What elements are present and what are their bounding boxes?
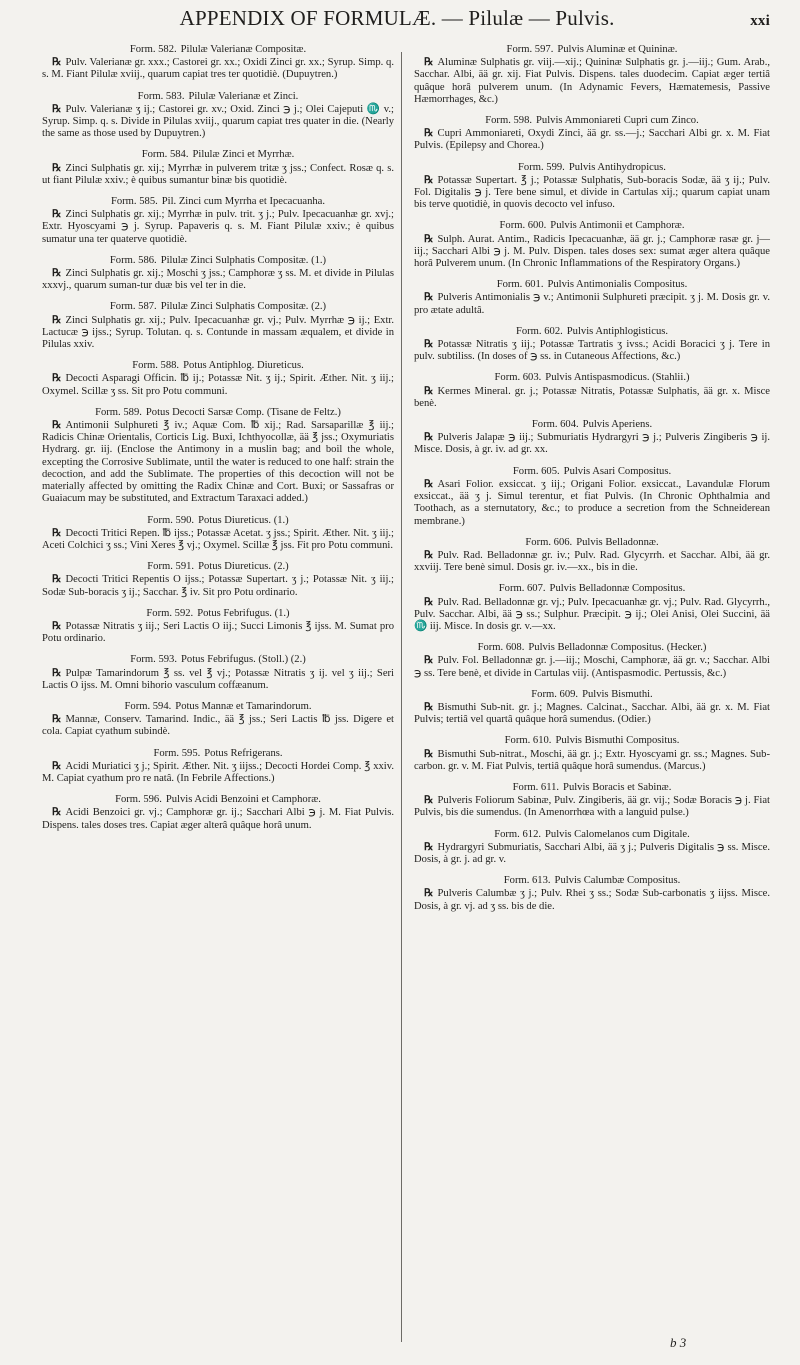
formula-text: Pulv. Rad. Belladonnæ gr. vj.; Pulv. Ipecacuanhæ gr. vj.; Pulv. Rad. Glycyrrh., Pulv. Sacchar. Albi, ää ℈ ss.; Sulphur. Præcipit. ℈ ij.; Olei Anisi, Olei Succini, ää ♏ iij. Misce. In dosis gr. v.—xx. — [414, 596, 770, 632]
formula-text: Aluminæ Sulphatis gr. viij.—xij.; Quininæ Sulphatis gr. j.—iij.; Gum. Arab., Sacchar. Albi, ää gr. xij. Fiat Pulvis. Dispens. tales duodecim. Capiat æger tertiâ quâque horâ pulverem unum. (In Adynamic Fevers, Hæmatemesis, Passive Hæmorrhages, &c.) — [414, 57, 770, 105]
formula-text: Cupri Ammoniareti, Oxydi Zinci, ää gr. ss.—j.; Sacchari Albi gr. x. M. Fiat Pulvis. (Epilepsy and Chorea.) — [414, 128, 770, 152]
formula-body — [42, 420, 394, 505]
formula-body — [42, 315, 394, 352]
formula-number: Form. 607. — [498, 583, 546, 595]
formula-title: Pulvis Antihydropicus. — [568, 161, 666, 173]
recipe-symbol-icon: ℞ — [424, 549, 434, 561]
formula-heading — [42, 407, 394, 419]
formula-title: Pulvis Asari Compositus. — [563, 465, 672, 477]
formula-heading — [414, 115, 770, 127]
formula-entry — [42, 515, 394, 553]
formula-title: Pulvis Aperiens. — [582, 419, 653, 431]
formula-entry — [42, 794, 394, 832]
formula-number: Form. 602. — [515, 325, 563, 337]
formula-entry — [42, 748, 394, 786]
formula-heading — [414, 735, 770, 747]
formula-title: Potus Decocti Sarsæ Comp. (Tisane de Feltz.) — [145, 406, 341, 418]
formula-text: Pulveris Foliorum Sabinæ, Pulv. Zingiberis, ää gr. vij.; Sodæ Boracis ℈ j. Fiat Pulvis, bis die sumendus. (In Amenorrhœa with a languid pulse.) — [414, 795, 770, 819]
formula-entry — [414, 735, 770, 773]
formula-text: Zinci Sulphatis gr. xij.; Pulv. Ipecacuanhæ gr. vj.; Pulv. Myrrhæ ℈ ij.; Extr. Lactucæ ℈ ijss.; Syrup. Tolutan. q. s. Contunde in massam æqualem, et divide in Pilulas xxiv. — [42, 314, 394, 351]
formula-text: Decocti Asparagi Officin. ℔ ij.; Potassæ Nit. ʒ ij.; Spirit. Æther. Nit. ʒ iij.; Oxymel. Scillæ ʒ ss. Sit pro Potu communi. — [42, 373, 394, 397]
formula-number: Form. 584. — [141, 149, 189, 161]
recipe-symbol-icon: ℞ — [52, 807, 62, 819]
formula-heading — [414, 220, 770, 232]
recipe-symbol-icon: ℞ — [424, 748, 434, 760]
formula-entry — [414, 44, 770, 106]
recipe-symbol-icon: ℞ — [424, 701, 434, 713]
formula-entry — [414, 115, 770, 153]
formula-body — [414, 749, 770, 773]
formula-entry — [414, 537, 770, 575]
formula-heading — [414, 583, 770, 595]
formula-heading — [414, 537, 770, 549]
formula-text: Pulv. Rad. Belladonnæ gr. iv.; Pulv. Rad. Glycyrrh. et Sacchar. Albi, ää gr. xxviij. Tere benè simul. Dosis gr. iv.—xx., bis in die. — [414, 549, 770, 574]
formula-entry — [414, 466, 770, 528]
formula-body — [414, 795, 770, 819]
formula-number: Form. 583. — [137, 90, 185, 102]
formula-number: Form. 613. — [503, 875, 551, 887]
formula-title: Pilulæ Valerianæ et Zinci. — [188, 90, 299, 102]
recipe-symbol-icon: ℞ — [52, 620, 62, 632]
formula-number: Form. 601. — [496, 279, 544, 291]
formula-text: Asari Folior. exsiccat. ʒ iij.; Origani Folior. exsiccat., Lavandulæ Florum exsiccat., ää ʒ j. Simul terentur, et fiat Pulvis. (In Chronic Ophthalmia and Toothach, as a sternutatory, &c.; to produce a secretion from the Schneiderean membrane.) — [414, 478, 770, 527]
formula-entry — [42, 360, 394, 398]
formula-text: Pulv. Valerianæ ʒ ij.; Castorei gr. xv.; Oxid. Zinci ℈ j.; Olei Cajeputi ♏ v.; Syrup. Simp. q. s. Divide in Pilulas xviij., quarum capiat tres quater in die. (Nearly the same as those used by Dupuytren.) — [42, 103, 394, 140]
formula-body — [42, 714, 394, 738]
formula-heading — [414, 689, 770, 701]
formula-heading — [414, 782, 770, 794]
formula-title: Pilulæ Zinci et Myrrhæ. — [192, 149, 295, 161]
formula-body — [414, 386, 770, 410]
formula-entry — [42, 561, 394, 599]
formula-number: Form. 597. — [506, 44, 554, 55]
formula-body — [414, 175, 770, 212]
formula-heading — [414, 642, 770, 654]
formula-heading — [42, 654, 394, 666]
formula-heading — [414, 419, 770, 431]
formula-entry — [414, 419, 770, 457]
formula-body — [414, 128, 770, 152]
formula-entry — [42, 149, 394, 187]
formula-number: Form. 585. — [110, 196, 158, 208]
running-head — [44, 6, 770, 42]
formula-entry — [414, 689, 770, 727]
formula-body — [42, 528, 394, 552]
formula-text: Pulv. Fol. Belladonnæ gr. j.—iij.; Moschi, Camphoræ, ää gr. v.; Sacchar. Albi ℈ ss. Tere benè, et divide in Cartulas viij. (Antispasmodic. Pertussis, &c.) — [414, 655, 770, 679]
formula-heading — [42, 149, 394, 161]
formula-number: Form. 606. — [525, 536, 573, 548]
formula-title: Pulvis Bismuthi Compositus. — [555, 735, 680, 747]
recipe-symbol-icon: ℞ — [424, 596, 434, 608]
recipe-symbol-icon: ℞ — [424, 233, 434, 245]
formula-number: Form. 605. — [512, 465, 560, 477]
formula-number: Form. 589. — [95, 406, 142, 418]
formula-text: Pulveris Antimonialis ℈ v.; Antimonii Sulphureti præcipit. ʒ j. M. Dosis gr. v. pro ætate adultâ. — [414, 292, 770, 316]
column-divider — [401, 52, 402, 1342]
formula-body — [414, 292, 770, 316]
formula-entry — [414, 372, 770, 410]
formula-title: Potus Febrifugus. (1.) — [197, 607, 290, 619]
formula-title: Pulvis Antispasmodicus. (Stahlii.) — [545, 372, 690, 384]
formula-title: Pilulæ Zinci Sulphatis Compositæ. (1.) — [160, 254, 327, 266]
formula-number: Form. 595. — [153, 747, 201, 759]
formula-number: Form. 594. — [124, 700, 172, 712]
formula-heading — [42, 515, 394, 527]
formula-title: Potus Diureticus. (1.) — [198, 514, 289, 526]
recipe-symbol-icon: ℞ — [424, 655, 434, 667]
formula-text: Potassæ Supertart. ℥ j.; Potassæ Sulphatis, Sub-boracis Sodæ, ää ʒ ij.; Pulv. Fol. Digitalis ℈ j. Tere bene simul, et divide in Cartulas xij.; quarum capiat unam bis terve quotidiè, in quovis decocto vel infuso. — [414, 174, 770, 211]
formula-entry — [42, 407, 394, 506]
formula-entry — [414, 829, 770, 867]
formula-text: Mannæ, Conserv. Tamarind. Indic., ää ℥ jss.; Seri Lactis ℔ jss. Digere et cola. Capiat cyathum subindè. — [42, 714, 394, 738]
page-title: APPENDIX OF FORMULÆ. — Pilulæ — Pulvis. — [179, 6, 615, 30]
left-column — [42, 44, 394, 841]
formula-title: Potus Refrigerans. — [204, 747, 283, 759]
formula-body — [414, 550, 770, 574]
formula-entry — [414, 220, 770, 270]
formula-text: Zinci Sulphatis gr. xij.; Moschi ʒ jss.; Camphoræ ʒ ss. M. et divide in Pilulas xxxvj., quarum suman-tur duæ bis vel ter in die. — [42, 268, 394, 292]
recipe-symbol-icon: ℞ — [52, 373, 62, 385]
formula-body — [42, 209, 394, 246]
formula-body — [42, 574, 394, 598]
recipe-symbol-icon: ℞ — [424, 841, 434, 853]
formula-body — [42, 807, 394, 831]
recipe-symbol-icon: ℞ — [424, 432, 434, 444]
formula-text: Antimonii Sulphureti ℥ iv.; Aquæ Com. ℔ xij.; Rad. Sarsaparillæ ℥ iij.; Radicis Chinæ Orientalis, Corticis Lig. Buxi, Ichthyocollæ, ää ℥ jss.; Oxymuriatis Hydrarg. gr. iij. (Enclose the Antimony in a muslin bag; and boil the whole, excepting the Corrosive Sublimate, until the water is reduced to one half: strain the decoction, and add the Sublimate. The properties of this decoction will not be materially affected by omitting the Radix Chinæ and Cort. Buxi; or Sassafras or Guaiacum may be substituted, and Extractum Taraxaci added.) — [42, 420, 394, 505]
printer-signature: b 3 — [670, 1335, 687, 1350]
recipe-symbol-icon: ℞ — [424, 292, 434, 304]
formula-heading — [42, 360, 394, 372]
formula-body — [414, 432, 770, 456]
formula-entry — [42, 44, 394, 82]
formula-text: Pulv. Valerianæ gr. xxx.; Castorei gr. xx.; Oxidi Zinci gr. xx.; Syrup. Simp. q. s. M. Fiant Pilulæ xviij., quarum capiat tres ter quotidiè. (Dupuytren.) — [42, 57, 394, 81]
formula-title: Pilulæ Valerianæ Compositæ. — [180, 44, 307, 55]
formula-text: Zinci Sulphatis gr. xij.; Myrrhæ in pulverem tritæ ʒ jss.; Confect. Rosæ q. s. ut fiant Pilulæ xxiv.; è quibus sumantur binæ bis quotidiè. — [42, 162, 394, 186]
formula-number: Form. 609. — [531, 688, 579, 700]
formula-title: Pulvis Calumbæ Compositus. — [554, 875, 681, 887]
formula-body — [42, 104, 394, 141]
formula-body — [414, 479, 770, 528]
formula-title: Potus Mannæ et Tamarindorum. — [175, 700, 312, 712]
formula-title: Pulvis Ammoniareti Cupri cum Zinco. — [536, 115, 699, 127]
formula-body — [414, 57, 770, 106]
formula-entry — [42, 654, 394, 692]
formula-text: Sulph. Aurat. Antim., Radicis Ipecacuanhæ, ää gr. j.; Camphoræ rasæ gr. j—iij.; Sacchari Albi ℈ j. M. Pulv. Dispen. tales doses sex: sumat æger altera quâque horâ Pulverem unum. (In Chronic Inflammations of the Respiratory Organs.) — [414, 233, 770, 270]
formula-number: Form. 586. — [109, 254, 157, 266]
formula-text: Potassæ Nitratis ʒ iij.; Seri Lactis O iij.; Succi Limonis ℥ ijss. M. Sumat pro Potu ordinario. — [42, 620, 394, 645]
formula-entry — [42, 301, 394, 351]
recipe-symbol-icon: ℞ — [424, 57, 434, 69]
formula-heading — [42, 701, 394, 713]
formula-body — [42, 373, 394, 397]
recipe-symbol-icon: ℞ — [424, 128, 434, 140]
formula-number: Form. 608. — [477, 642, 525, 654]
formula-text: Hydrargyri Submuriatis, Sacchari Albi, ää ʒ j.; Pulveris Digitalis ℈ ss. Misce. Dosis, à gr. j. ad gr. v. — [414, 841, 770, 865]
formula-heading — [414, 279, 770, 291]
formula-entry — [414, 583, 770, 633]
formula-title: Pulvis Belladonnæ Compositus. — [549, 583, 686, 595]
formula-text: Acidi Muriatici ʒ j.; Spirit. Æther. Nit. ʒ iijss.; Decocti Hordei Comp. ℥ xxiv. M. Capiat cyathum pro re natâ. (In Febrile Affections.) — [42, 760, 394, 784]
recipe-symbol-icon: ℞ — [52, 760, 62, 772]
formula-text: Decocti Tritici Repentis O ijss.; Potassæ Supertart. ʒ j.; Potassæ Nit. ʒ iij.; Sodæ Sub-boracis ʒ ij.; Sacchar. ℥ iv. Sit pro Potu ordinario. — [42, 574, 394, 598]
formula-body — [414, 702, 770, 726]
formula-number: Form. 598. — [485, 115, 533, 127]
formula-text: Bismuthi Sub-nit. gr. j.; Magnes. Calcinat., Sacchar. Albi, ää gr. x. M. Fiat Pulvis; tertiâ vel quartâ quâque horâ sumendus. (Odier.) — [414, 701, 770, 726]
formula-number: Form. 593. — [130, 654, 177, 666]
formula-title: Pulvis Acidi Benzoini et Camphoræ. — [165, 794, 321, 806]
recipe-symbol-icon: ℞ — [52, 420, 62, 432]
formula-entry — [42, 608, 394, 646]
formula-entry — [42, 701, 394, 739]
formula-entry — [414, 279, 770, 317]
formula-text: Decocti Tritici Repen. ℔ ijss.; Potassæ Acetat. ʒ jss.; Spirit. Æther. Nit. ʒ iij.; Aceti Colchici ʒ ss.; Vini Xeres ℥ vj.; Oxymel. Scillæ ℥ jss. Fit pro Potu communi. — [42, 527, 394, 551]
formula-heading — [414, 829, 770, 841]
recipe-symbol-icon: ℞ — [52, 209, 62, 221]
formula-number: Form. 599. — [518, 161, 565, 173]
formula-title: Pilulæ Zinci Sulphatis Compositæ. (2.) — [160, 301, 327, 313]
formula-body — [42, 668, 394, 692]
formula-heading — [42, 748, 394, 760]
recipe-symbol-icon: ℞ — [52, 162, 62, 174]
formula-entry — [42, 91, 394, 141]
formula-number: Form. 591. — [147, 561, 195, 573]
formula-number: Form. 603. — [494, 372, 542, 384]
formula-title: Potus Diureticus. (2.) — [198, 561, 289, 573]
recipe-symbol-icon: ℞ — [52, 667, 62, 679]
formula-title: Pulvis Bismuthi. — [582, 688, 653, 700]
formula-title: Potus Febrifugus. (Stoll.) (2.) — [181, 654, 306, 666]
formula-body — [42, 163, 394, 187]
formula-number: Form. 582. — [129, 44, 177, 55]
formula-text: Potassæ Nitratis ʒ iij.; Potassæ Tartratis ʒ ivss.; Acidi Boracici ʒ j. Tere in pulv. subtiliss. (In doses of ℈ ss. in Cutaneous Affections, &c.) — [414, 339, 770, 363]
formula-text: Acidi Benzoici gr. vj.; Camphoræ gr. ij.; Sacchari Albi ℈ j. M. Fiat Pulvis. Dispens. tales doses tres. Capiat æger alterâ quâque horâ unum. — [42, 807, 394, 831]
formula-heading — [414, 44, 770, 56]
formula-body — [414, 655, 770, 679]
formula-text: Pulveris Calumbæ ʒ j.; Pulv. Rhei ʒ ss.; Sodæ Sub-carbonatis ʒ iijss. Misce. Dosis, à gr. vj. ad ʒ ss. bis de die. — [414, 888, 770, 912]
formula-heading — [42, 44, 394, 56]
formula-heading — [42, 91, 394, 103]
formula-text: Bismuthi Sub-nitrat., Moschi, ää gr. j.; Extr. Hyoscyami gr. ss.; Magnes. Sub-carbon. gr. v. M. Fiat Pulvis, tertiâ quâque horâ sumendus. (Marcus.) — [414, 748, 770, 772]
formula-title: Pulvis Antimonialis Compositus. — [547, 279, 688, 291]
recipe-symbol-icon: ℞ — [52, 57, 62, 69]
recipe-symbol-icon: ℞ — [424, 174, 434, 186]
formula-heading — [414, 875, 770, 887]
formula-title: Pulvis Calomelanos cum Digitale. — [545, 828, 690, 840]
formula-heading — [42, 561, 394, 573]
recipe-symbol-icon: ℞ — [52, 103, 62, 115]
formula-heading — [414, 162, 770, 174]
formula-body — [414, 597, 770, 634]
formula-number: Form. 590. — [147, 514, 195, 526]
formula-body — [414, 339, 770, 363]
recipe-symbol-icon: ℞ — [424, 795, 434, 807]
formula-title: Pulvis Aluminæ et Quininæ. — [557, 44, 678, 55]
formula-number: Form. 612. — [494, 828, 542, 840]
formula-body — [414, 234, 770, 271]
recipe-symbol-icon: ℞ — [52, 268, 62, 280]
formula-title: Pulvis Belladonnæ Compositus. (Hecker.) — [528, 642, 707, 654]
formula-heading — [42, 794, 394, 806]
formula-heading — [414, 466, 770, 478]
recipe-symbol-icon: ℞ — [424, 385, 434, 397]
recipe-symbol-icon: ℞ — [52, 527, 62, 539]
formula-heading — [42, 608, 394, 620]
formula-body — [42, 761, 394, 785]
formula-heading — [42, 196, 394, 208]
recipe-symbol-icon: ℞ — [424, 888, 434, 900]
formula-text: Zinci Sulphatis gr. xij.; Myrrhæ in pulv. trit. ʒ j.; Pulv. Ipecacuanhæ gr. xvj.; Extr. Hyoscyami ℈ j. Syrup. Papaveris q. s. M. Fiant Pilulæ xxiv.; è quibus sumatur una ter quaterve quotidiè. — [42, 209, 394, 245]
recipe-symbol-icon: ℞ — [424, 478, 434, 490]
recipe-symbol-icon: ℞ — [52, 574, 62, 586]
formula-body — [414, 888, 770, 912]
formula-number: Form. 588. — [132, 360, 180, 372]
page-number: xxi — [750, 13, 770, 29]
recipe-symbol-icon: ℞ — [52, 314, 62, 326]
formula-text: Kermes Mineral. gr. j.; Potassæ Nitratis, Potassæ Sulphatis, ää gr. x. Misce benè. — [414, 385, 770, 409]
formula-number: Form. 610. — [504, 735, 552, 747]
formula-entry — [414, 642, 770, 680]
formula-entry — [42, 196, 394, 246]
formula-title: Pulvis Antiphlogisticus. — [566, 325, 669, 337]
formula-heading — [414, 372, 770, 384]
formula-number: Form. 596. — [115, 794, 162, 806]
formula-text: Pulpæ Tamarindorum ℥ ss. vel ℥ vj.; Potassæ Nitratis ʒ ij. vel ʒ iij.; Seri Lactis O ijss. M. Omni bihorio vasculum coffæanum. — [42, 667, 394, 691]
formula-body — [42, 268, 394, 292]
formula-title: Pulvis Boracis et Sabinæ. — [563, 781, 672, 793]
formula-body — [414, 842, 770, 866]
formula-body — [42, 621, 394, 645]
formula-number: Form. 604. — [531, 419, 579, 431]
formula-entry — [414, 326, 770, 364]
formula-entry — [414, 162, 770, 212]
recipe-symbol-icon: ℞ — [52, 714, 62, 726]
formula-body — [42, 57, 394, 81]
formula-entry — [42, 255, 394, 293]
formula-text: Pulveris Jalapæ ℈ iij.; Submuriatis Hydrargyri ℈ j.; Pulveris Zingiberis ℈ ij. Misce. Dosis, à gr. iv. ad gr. xx. — [414, 432, 770, 456]
formula-entry — [414, 875, 770, 913]
formula-heading — [42, 301, 394, 313]
recipe-symbol-icon: ℞ — [424, 339, 434, 351]
formula-number: Form. 587. — [109, 301, 157, 313]
formula-title: Pulvis Belladonnæ. — [576, 536, 659, 548]
formula-number: Form. 600. — [499, 220, 547, 232]
formula-heading — [42, 255, 394, 267]
formula-number: Form. 592. — [146, 607, 194, 619]
formula-number: Form. 611. — [512, 781, 560, 793]
formula-title: Pulvis Antimonii et Camphoræ. — [550, 220, 685, 232]
formula-entry — [414, 782, 770, 820]
right-column — [414, 44, 770, 922]
formula-title: Potus Antiphlog. Diureticus. — [183, 360, 304, 372]
formula-title: Pil. Zinci cum Myrrha et Ipecacuanha. — [161, 196, 326, 208]
formula-heading — [414, 326, 770, 338]
